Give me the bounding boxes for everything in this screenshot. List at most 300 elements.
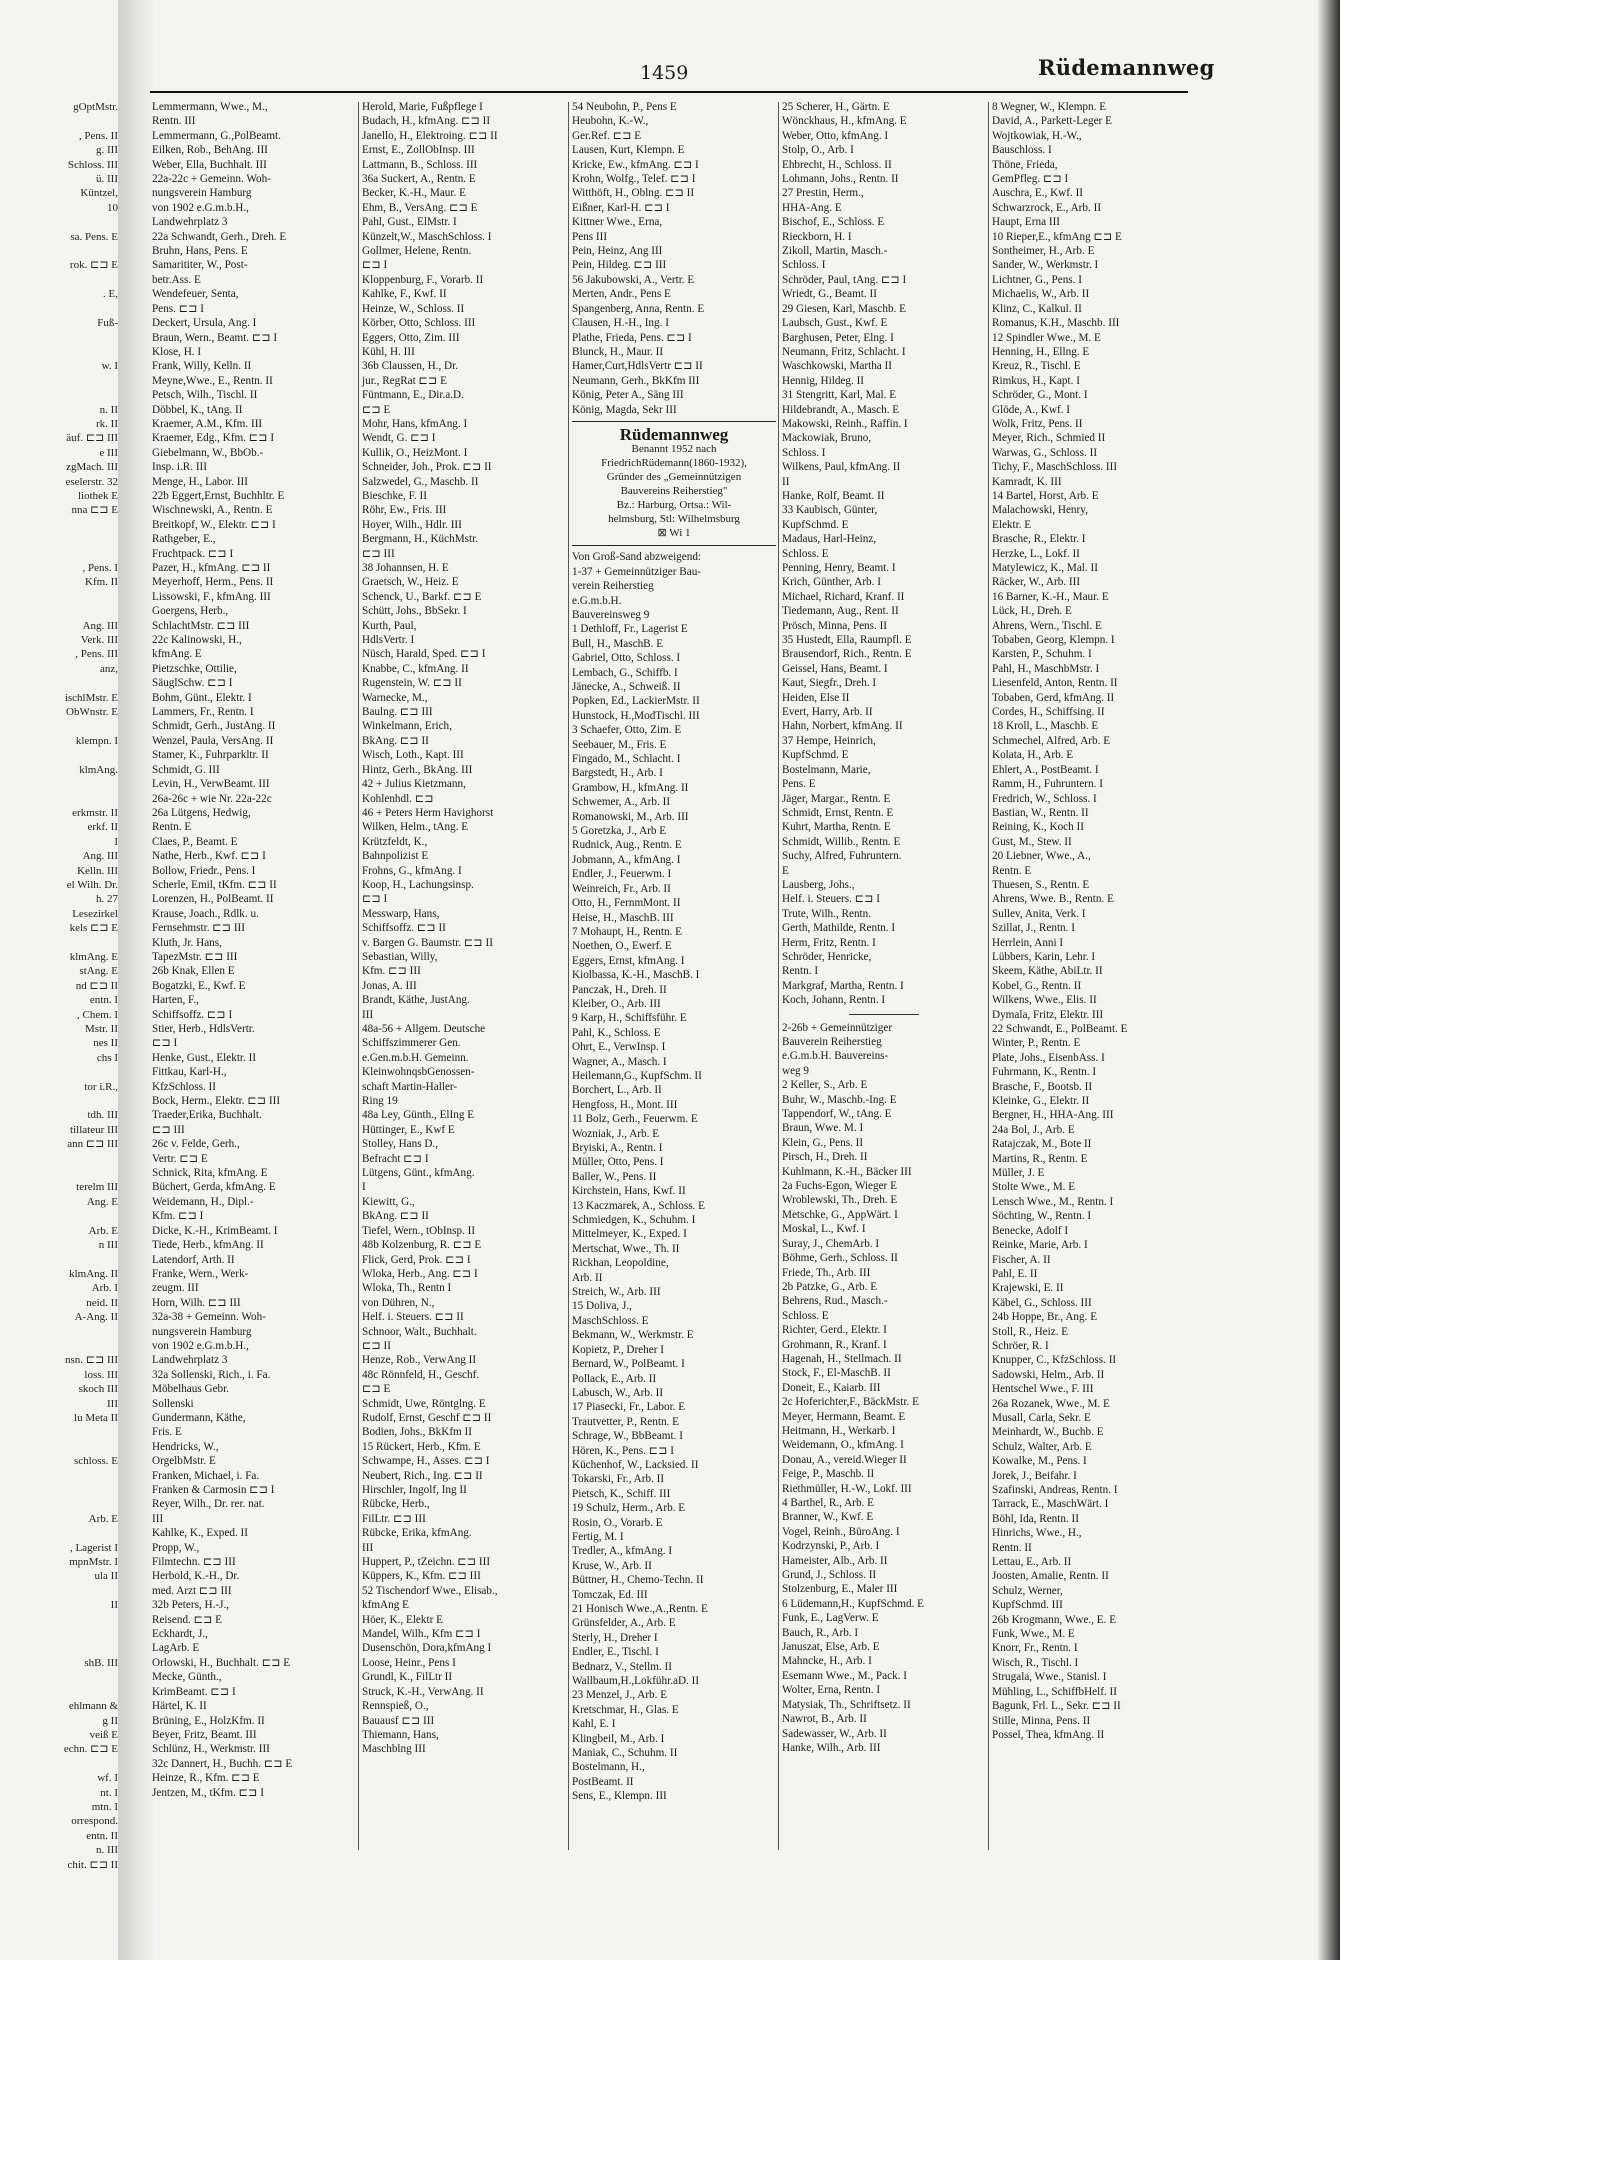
directory-entry-line: Bull, H., MaschB. E (572, 637, 664, 650)
left-fragment-line: mpnMstr. I (69, 1556, 118, 1569)
directory-entry-line: Wolter, Erna, Rentn. I (782, 1684, 881, 1697)
directory-entry-line: Tomczak, Ed. III (572, 1588, 648, 1601)
left-fragment-line: g II (102, 1714, 118, 1727)
directory-entry-line: Lissowski, F., kfmAng. III (152, 590, 271, 603)
directory-entry-line: Vogel, Reinh., BüroAng. I (782, 1525, 900, 1538)
directory-entry-line: Winkelmann, Erich, (362, 720, 452, 733)
directory-entry-line: Meyer, Hermann, Beamt. E (782, 1410, 906, 1423)
directory-entry-line: Jentzen, M., tKfm. ⊏⊐ I (152, 1786, 264, 1799)
directory-entry-line: Sadowski, Helm., Arb. II (992, 1368, 1105, 1381)
directory-entry-line: Haupt, Erna III (992, 216, 1061, 229)
directory-entry-line: Ger.Ref. ⊏⊐ E (572, 129, 642, 142)
street-description-line: Gründer des „Gemeinnützigen (606, 471, 742, 484)
left-fragment-line: tdh. III (87, 1109, 118, 1122)
directory-entry-line: 2 Keller, S., Arb. E (782, 1079, 868, 1092)
directory-entry-line: Kraemer, Edg., Kfm. ⊏⊐ I (152, 432, 275, 445)
directory-entry-line: Bargstedt, H., Arb. I (572, 767, 663, 780)
directory-entry-line: Pahl, H., MaschbMstr. I (992, 662, 1100, 675)
directory-entry-line: Krohn, Wolfg., Telef. ⊏⊐ I (572, 173, 696, 186)
directory-entry-line: Knabbe, C., kfmAng. II (362, 662, 469, 675)
left-fragment-line: 10 (107, 201, 118, 214)
directory-entry-line: Ramm, H., Fuhruntern. I (992, 778, 1103, 791)
left-fragment-line: klmAng. E (69, 950, 118, 963)
directory-entry-line: Stolte Wwe., M. E (992, 1181, 1076, 1194)
directory-entry-line: Grundl, K., FilLtr II (362, 1671, 453, 1684)
directory-entry-line: Döbbel, K., tAng. II (152, 403, 243, 416)
directory-entry-line: Wendt, G. ⊏⊐ I (362, 432, 436, 445)
directory-entry-line: Wendefeuer, Senta, (152, 288, 239, 301)
directory-entry-line: Tiede, Herb., kfmAng. II (152, 1239, 264, 1252)
directory-entry-line: Grambow, H., kfmAng. II (572, 781, 689, 794)
left-fragment-line: ann ⊏⊐ III (67, 1138, 118, 1151)
directory-entry-line: Budach, H., kfmAng. ⊏⊐ II (362, 115, 491, 128)
directory-entry-line: Reyer, Wilh., Dr. rer. nat. (152, 1498, 265, 1511)
directory-entry-line: Trautvetter, P., Rentn. E (572, 1415, 679, 1428)
directory-entry-line: Markgraf, Martha, Rentn. I (782, 979, 904, 992)
directory-entry-line: 48a-56 + Allgem. Deutsche (362, 1023, 486, 1035)
directory-entry-line: Wriedt, G., Beamt. II (782, 288, 877, 301)
directory-entry-line: Joosten, Amalie, Rentn. II (992, 1570, 1109, 1583)
left-fragment-line (0, 590, 118, 604)
directory-entry-line: 12 Spindler Wwe., M. E (992, 331, 1101, 344)
directory-column-1 (152, 100, 356, 1860)
left-fragment-line: eselerstr. 32 (65, 475, 118, 488)
left-fragment-line: e III (99, 446, 118, 459)
directory-entry-line: Schulz, Werner, (992, 1584, 1063, 1597)
directory-entry-line: Plathe, Frieda, Pens. ⊏⊐ I (572, 331, 692, 344)
left-fragment-line: , Pens. III (75, 648, 118, 661)
directory-entry-line: Winter, P., Rentn. E (992, 1037, 1081, 1050)
directory-entry-line: Kobel, G., Rentn. II (992, 979, 1082, 992)
left-fragment-line: III (107, 1397, 118, 1410)
directory-entry-line: 22a Schwandt, Gerh., Dreh. E (152, 230, 287, 243)
directory-entry-line: Heinze, W., Schloss. II (362, 302, 465, 315)
directory-entry-line: Rickhan, Leopoldine, (572, 1257, 669, 1270)
left-fragment-line (0, 792, 118, 806)
directory-entry-line: Claes, P., Beamt. E (152, 835, 238, 848)
directory-entry-line: Strugala, Wwe., Stanisl. I (992, 1671, 1107, 1684)
left-fragment-line: terelm III (76, 1181, 118, 1194)
directory-entry-line: 22 Schwandt, E., PolBeamt. E (992, 1023, 1128, 1035)
directory-entry-line: Laubsch, Gust., Kwf. E (782, 317, 888, 330)
directory-entry-line: Bodien, Johs., BkKfm II (362, 1426, 473, 1439)
directory-entry-line: Rugenstein, W. ⊏⊐ II (362, 677, 462, 690)
directory-entry-line: KupfSchmd. E (782, 749, 849, 762)
directory-entry-line: Körber, Otto, Schloss. III (362, 317, 476, 330)
directory-entry-line: Ahrens, Wern., Tischl. E (992, 619, 1102, 632)
directory-entry-line: Funk, Wwe., M. E (992, 1628, 1075, 1641)
directory-entry-line: Rentn. II (992, 1541, 1032, 1554)
directory-entry-line: Szillat, J., Rentn. I (992, 922, 1075, 935)
left-fragment-line (0, 1065, 118, 1079)
directory-entry-line: Noethen, O., Ewerf. E (572, 940, 672, 953)
directory-entry-line: Spangenberg, Anna, Rentn. E (572, 302, 705, 315)
left-fragment-line (0, 1425, 118, 1439)
directory-entry-line: 10 Rieper,E., kfmAng ⊏⊐ E (992, 230, 1122, 243)
directory-entry-line: Wenzel, Paula, VersAng. II (152, 734, 274, 747)
directory-entry-line: 1 Dethloff, Fr., Lagerist E (572, 623, 688, 636)
directory-entry-line: SäuglSchw. ⊏⊐ I (152, 677, 233, 690)
directory-entry-line: David, A., Parkett-Leger E (992, 115, 1112, 128)
directory-entry-line: Schnoor, Walt., Buchhalt. (362, 1325, 477, 1338)
left-fragment-line: loss. III (84, 1368, 118, 1381)
directory-entry-line: von Dühren, N., (362, 1296, 435, 1309)
street-description-line: ⊠ Wi 1 (657, 527, 691, 540)
directory-entry-line: Kowalke, M., Pens. I (992, 1455, 1087, 1468)
page-number: 1459 (640, 62, 689, 84)
left-fragment-line: nna ⊏⊐ E (71, 504, 118, 517)
directory-entry-line: betr.Ass. E (152, 273, 201, 286)
directory-entry-line: Pirsch, H., Dreh. II (782, 1151, 868, 1164)
left-fragment-line: Ang. III (82, 619, 118, 632)
street-description-line: helmsburg, Stl: Wilhelmsburg (608, 513, 740, 526)
directory-entry-line: Suchy, Alfred, Fuhruntern. (782, 850, 902, 863)
left-fragment-line: h. 27 (96, 893, 118, 906)
directory-entry-line: BkAng. ⊏⊐ II (362, 734, 429, 747)
directory-entry-line: Kleinke, G., Elektr. II (992, 1095, 1090, 1108)
directory-entry-line: Pazer, H., kfmAng. ⊏⊐ II (152, 562, 271, 574)
directory-entry-line: Riethmüller, H.-W., Lokf. III (782, 1482, 912, 1495)
directory-entry-line: Franke, Wern., Werk- (152, 1267, 249, 1280)
directory-entry-line: Propp, W., (152, 1541, 200, 1554)
directory-entry-line: Schwampe, H., Asses. ⊏⊐ I (362, 1455, 490, 1468)
directory-entry-line: HdlsVertr. I (362, 634, 415, 647)
directory-entry-line: Kirchstein, Hans, Kwf. II (572, 1185, 686, 1198)
directory-entry-line: KfzSchloss. II (152, 1080, 217, 1093)
directory-entry-line: Kiewitt, G., (362, 1195, 415, 1208)
directory-entry-line: 19 Schulz, Herm., Arb. E (572, 1502, 686, 1515)
directory-entry-line: Lübbers, Karin, Lehr. I (992, 950, 1096, 963)
directory-entry-line: Hamer,Curt,HdlsVertr ⊏⊐ II (572, 360, 703, 373)
directory-entry-line: BkAng. ⊏⊐ II (362, 1210, 429, 1223)
directory-entry-line: Bollow, Friedr., Pens. I (152, 864, 256, 877)
directory-entry-line: 26a-26c + wie Nr. 22a-22c (152, 792, 272, 805)
left-fragment-line: ehlmann & (68, 1700, 118, 1713)
directory-entry-line: Gollmer, Helene, Rentn. (362, 245, 472, 258)
directory-entry-line: Eißner, Karl-H. ⊏⊐ I (572, 201, 670, 214)
directory-entry-line: Stoll, R., Heiz. E (992, 1325, 1069, 1338)
directory-entry-line: Clausen, H.-H., Ing. I (572, 317, 669, 330)
left-fragment-line: n. III (96, 1844, 118, 1857)
directory-entry-line: Schröder, Paul, tAng. ⊏⊐ I (782, 273, 907, 286)
directory-entry-line: Bohm, Günt., Elektr. I (152, 691, 252, 704)
left-fragment-line (0, 1339, 118, 1353)
directory-entry-line: Fernsehmstr. ⊏⊐ III (152, 922, 246, 935)
left-fragment-line: Schloss. III (67, 158, 118, 171)
directory-entry-line: Brasche, R., Elektr. I (992, 533, 1086, 546)
directory-entry-line: Franken, Michael, i. Fa. (152, 1469, 260, 1482)
directory-entry-line: Skeem, Käthe, AbiLtr. II (992, 965, 1103, 978)
directory-entry-line: Schütt, Johs., BbSekr. I (362, 605, 467, 618)
directory-entry-line: Reining, K., Koch II (992, 821, 1084, 834)
directory-entry-line: ⊏⊐ II (362, 1339, 391, 1352)
street-heading-box (572, 421, 776, 546)
left-fragment-line: klmAng. (79, 763, 118, 776)
directory-entry-line: Büchert, Gerda, kfmAng. E (152, 1181, 276, 1194)
directory-entry-line: OrgelbMstr. E (152, 1455, 216, 1468)
directory-entry-line: Thuesen, S., Rentn. E (992, 878, 1090, 891)
directory-entry-line: Rentn. E (152, 821, 192, 834)
directory-entry-line: Kreuz, R., Tischl. E (992, 360, 1081, 373)
directory-entry-line: jur., RegRat ⊏⊐ E (362, 374, 447, 387)
directory-entry-line: Stock, F., El-MaschB. II (782, 1367, 891, 1380)
directory-entry-line: Reinke, Marie, Arb. I (992, 1239, 1088, 1252)
directory-entry-line: Graetsch, W., Heiz. E (362, 576, 459, 589)
directory-entry-line: ⊏⊐ I (152, 1037, 178, 1050)
left-fragment-line: shB. III (84, 1656, 118, 1669)
directory-entry-line: Mühling, L., SchiffbHelf. II (992, 1685, 1118, 1698)
directory-entry-line: Schloss. E (782, 547, 829, 560)
left-fragment-line: sa. Pens. E (70, 230, 118, 243)
left-fragment-line: echn. ⊏⊐ E (63, 1743, 118, 1756)
directory-entry-line: Wisch, R., Tischl. I (992, 1656, 1079, 1669)
directory-entry-line: Scherle, Emil, tKfm. ⊏⊐ II (152, 878, 277, 891)
directory-entry-line: Orlowski, H., Buchhalt. ⊏⊐ E (152, 1656, 291, 1669)
directory-entry-line: ⊏⊐ I (362, 893, 388, 906)
directory-entry-line: Kahlke, F., Kwf. II (362, 288, 447, 301)
left-fragment-line: , Pens. I (82, 562, 118, 574)
directory-entry-line: Wagner, A., Masch. I (572, 1055, 667, 1068)
directory-entry-line: Eilken, Rob., BehAng. III (152, 144, 268, 157)
directory-entry-line: Samarititer, W., Post- (152, 259, 248, 272)
directory-entry-line: Gerth, Mathilde, Rentn. I (782, 922, 896, 935)
left-fragment-line: Ang. III (82, 850, 118, 863)
directory-entry-line: Wilken, Helm., tAng. E (362, 821, 469, 834)
directory-entry-line: Krich, Günther, Arb. I (782, 576, 881, 589)
left-fragment-line: , Chem. I (77, 1008, 118, 1021)
directory-entry-line: Pens III (572, 230, 608, 243)
directory-entry-line: nungsverein Hamburg (152, 1325, 252, 1338)
directory-entry-line: Tiefel, Wern., tObInsp. II (362, 1224, 476, 1237)
directory-entry-line: Nawrot, B., Arb. II (782, 1713, 867, 1726)
left-fragment-line (0, 1325, 118, 1339)
directory-entry-line: Künzelt,W., MaschSchloss. I (362, 230, 492, 243)
directory-entry-line: Heilemann,G., KupfSchm. II (572, 1069, 702, 1082)
directory-entry-line: Geissel, Hans, Beamt. I (782, 662, 888, 675)
directory-entry-line: Merten, Andr., Pens E (572, 288, 671, 301)
directory-entry-line: Popken, Ed., LackierMstr. II (572, 695, 700, 708)
directory-entry-line: Rennspieß, O., (362, 1700, 429, 1713)
directory-entry-line: kfmAng. E (152, 648, 202, 661)
directory-entry-line: Hintz, Gerh., BkAng. III (362, 763, 473, 776)
left-fragment-line (0, 1685, 118, 1699)
directory-entry-line: Küppers, K., Kfm. ⊏⊐ III (362, 1570, 481, 1583)
left-fragment-line: , Pens. II (78, 129, 118, 142)
left-fragment-line: nt. I (100, 1786, 118, 1799)
left-fragment-line: anz, (99, 662, 118, 675)
directory-entry-line: Fertig, M. I (572, 1530, 624, 1543)
directory-entry-line: Schiffszimmerer Gen. (362, 1037, 461, 1050)
directory-entry-line: Bastian, W., Rentn. II (992, 806, 1089, 819)
directory-entry-line: Pens. ⊏⊐ I (152, 302, 204, 315)
directory-entry-line: Wloka, Herb., Ang. ⊏⊐ I (362, 1267, 478, 1280)
left-fragment-line: rk. II (96, 417, 118, 430)
directory-entry-line: Wroblewski, Th., Dreh. E (782, 1194, 898, 1207)
left-fragment-line: liothek E (77, 489, 118, 502)
directory-entry-line: 26a Rozanek, Wwe., M. E (992, 1397, 1110, 1410)
directory-entry-line: Knupper, C., KfzSchloss. II (992, 1354, 1117, 1367)
directory-entry-line: Ring 19 (362, 1095, 398, 1108)
directory-entry-line: Arb. II (572, 1271, 603, 1284)
directory-entry-line: 35 Hustedt, Ella, Raumpfl. E (782, 634, 912, 647)
directory-entry-line: Herm, Fritz, Rentn. I (782, 936, 876, 949)
directory-entry-line: Fris. E (152, 1426, 182, 1439)
left-fragment-line: Fuß- (97, 317, 118, 330)
directory-entry-line: Sens, E., Klempn. III (572, 1790, 667, 1803)
directory-entry-line: Schiffsoffz. ⊏⊐ I (152, 1008, 233, 1021)
left-fragment-line: n. II (99, 403, 118, 416)
left-fragment-line: neid. II (86, 1296, 118, 1309)
directory-entry-line: Rentn. E (992, 864, 1032, 877)
directory-entry-line: Frank, Willy, Kelln. II (152, 360, 252, 373)
directory-entry-line: Meyerhoff, Herm., Pens. II (152, 576, 274, 589)
left-fragment-line (0, 1641, 118, 1655)
directory-entry-line: Karsten, P., Schuhm. I (992, 648, 1092, 661)
left-fragment-line: tillateur III (70, 1123, 118, 1136)
directory-entry-line: Fittkau, Karl-H., (152, 1066, 227, 1079)
directory-entry-line: Blunck, H., Maur. II (572, 345, 664, 358)
directory-entry-line: Stamer, K., Fuhrparkltr. II (152, 749, 269, 762)
directory-entry-line: Kodrzynski, P., Arb. I (782, 1540, 880, 1553)
left-fragment-line: zgMach. III (66, 461, 118, 474)
directory-entry-line: Stolzenburg, E., Maler III (782, 1583, 898, 1596)
directory-entry-line: Makowski, Reinh., Raffin. I (782, 417, 908, 430)
directory-entry-line: Schnick, Rita, kfmAng. E (152, 1167, 268, 1180)
directory-entry-line: 37 Hempe, Heinrich, (782, 734, 876, 747)
directory-entry-line: Sadewasser, W., Arb. II (782, 1727, 887, 1740)
left-fragment-line (0, 331, 118, 345)
directory-entry-line: Romanowski, M., Arb. III (572, 810, 689, 823)
directory-entry-line: Breitkopf, W., Elektr. ⊏⊐ I (152, 518, 276, 531)
directory-entry-line: Schlünz, H., Werkmstr. III (152, 1743, 270, 1756)
directory-entry-line: Kühl, H. III (362, 345, 415, 358)
directory-entry-line: 32c Dannert, H., Buchh. ⊏⊐ E (152, 1757, 293, 1770)
directory-entry-line: Kfm. ⊏⊐ I (152, 1210, 204, 1223)
left-fragment-line (0, 374, 118, 388)
left-fragment-line: Lesezirkel (72, 907, 118, 920)
directory-entry-line: Von Groß-Sand abzweigend: (572, 551, 702, 564)
directory-entry-line: Deckert, Ursula, Ang. I (152, 317, 257, 330)
directory-entry-line: Koop, H., Lachungsinsp. (362, 878, 474, 891)
directory-entry-line: zeugm. III (152, 1282, 199, 1295)
directory-entry-line: Hameister, Alb., Arb. II (782, 1554, 888, 1567)
directory-entry-line: Franken & Carmosin ⊏⊐ I (152, 1484, 275, 1496)
left-fragment-line: nd ⊏⊐ II (75, 979, 118, 992)
left-fragment-line (0, 1209, 118, 1223)
directory-entry-line: Hanke, Rolf, Beamt. II (782, 489, 885, 502)
directory-column-5 (992, 100, 1192, 1860)
directory-entry-line: Stier, Herb., HdlsVertr. (152, 1023, 255, 1035)
directory-entry-line: Schmidt, Willib., Rentn. E (782, 835, 901, 848)
directory-entry-line: 42 + Julius Kietzmann, (362, 778, 466, 791)
directory-entry-line: Schmidt, G. III (152, 763, 220, 776)
directory-entry-line: KupfSchmd. III (992, 1599, 1063, 1612)
left-fragment-line (0, 1613, 118, 1627)
directory-entry-line: Ernst, E., ZollObInsp. III (362, 144, 475, 157)
directory-entry-line: TapezMstr. ⊏⊐ III (152, 950, 238, 963)
directory-entry-line: 24a Bol, J., Arb. E (992, 1123, 1075, 1136)
directory-entry-line: Bischof, E., Schloss. E (782, 216, 885, 229)
directory-entry-line: Sterly, H., Dreher I (572, 1631, 658, 1644)
directory-entry-line: Stolp, O., Arb. I (782, 144, 854, 157)
directory-entry-line: Mohr, Hans, kfmAng. I (362, 417, 468, 430)
directory-entry-line: Bogatzki, E., Kwf. E (152, 979, 246, 992)
left-fragment-line: erkmstr. II (72, 806, 118, 819)
directory-entry-line: Pietzschke, Ottilie, (152, 662, 237, 675)
directory-entry-line: e.G.m.b.H. (572, 594, 622, 607)
directory-entry-line: Thöne, Frieda, (992, 158, 1058, 171)
directory-entry-line: Klein, G., Pens. II (782, 1136, 864, 1149)
directory-entry-line: Küchenhof, W., Lacksied. II (572, 1458, 699, 1471)
directory-entry-line: Weber, Otto, kfmAng. I (782, 129, 889, 142)
column-divider (358, 102, 359, 1850)
directory-entry-line: Wönckhaus, H., kfmAng. E (782, 115, 907, 128)
directory-entry-line: Friede, Th., Arb. III (782, 1266, 871, 1279)
left-fragment-line (0, 1094, 118, 1108)
directory-entry-line: Evert, Harry, Arb. II (782, 706, 873, 719)
directory-entry-line: Sollenski (152, 1397, 194, 1410)
directory-entry-line: Schmidt, Gerh., JustAng. II (152, 720, 276, 733)
directory-entry-line: Gundermann, Käthe, (152, 1411, 246, 1424)
left-fragment-line: äuf. ⊏⊐ III (66, 432, 118, 445)
left-fragment-line: nsn. ⊏⊐ III (65, 1354, 118, 1367)
directory-entry-line: Weinreich, Fr., Arb. II (572, 882, 671, 895)
directory-entry-line: Jobmann, A., kfmAng. I (572, 853, 681, 866)
directory-entry-line: Kopietz, P., Dreher I (572, 1343, 664, 1356)
directory-entry-line: Kurth, Paul, (362, 619, 417, 632)
directory-entry-line: Bednarz, V., Stellm. II (572, 1660, 672, 1673)
directory-entry-line: Landwehrplatz 3 (152, 1354, 228, 1367)
directory-entry-line: FilLtr. ⊏⊐ III (362, 1512, 426, 1525)
directory-entry-line: KrimBeamt. ⊏⊐ I (152, 1685, 236, 1698)
directory-entry-line: Penning, Henry, Beamt. I (782, 562, 896, 574)
directory-entry-line: Wilkens, Paul, kfmAng. II (782, 461, 901, 474)
directory-entry-line: Borchert, L., Arb. II (572, 1084, 662, 1097)
left-page-fragment (0, 100, 118, 1871)
left-fragment-line: kels ⊏⊐ E (69, 922, 118, 935)
directory-entry-line: Michael, Richard, Kranf. II (782, 590, 905, 603)
directory-entry-line: 15 Rückert, Herb., Kfm. E (362, 1440, 481, 1453)
directory-entry-line: 48c Rönnfeld, H., Geschf. (362, 1368, 480, 1381)
directory-entry-line: med. Arzt ⊏⊐ III (152, 1584, 232, 1597)
directory-entry-line: 13 Kaczmarek, A., Schloss. E (572, 1199, 705, 1212)
directory-entry-line: Rimkus, H., Kapt. I (992, 374, 1080, 387)
directory-entry-line: 9 Karp, H., Schiffsführ. E (572, 1012, 687, 1025)
left-fragment-line: nes II (93, 1037, 118, 1050)
directory-entry-line: Ehbrecht, H., Schloss. II (782, 158, 892, 171)
directory-entry-line: e.Gen.m.b.H. Gemeinn. (362, 1051, 469, 1064)
directory-entry-line: Seebauer, M., Fris. E (572, 738, 667, 751)
directory-entry-line: Sebastian, Willy, (362, 950, 438, 963)
left-fragment-line: g. III (96, 144, 118, 157)
directory-entry-line: 4 Barthel, R., Arb. E (782, 1497, 874, 1509)
directory-entry-line: Harten, F., (152, 994, 199, 1007)
directory-entry-line: Wisch, Loth., Kapt. III (362, 749, 464, 762)
directory-entry-line: Romanus, K.H., Maschb. III (992, 317, 1120, 330)
directory-entry-line: Janello, H., Elektroing. ⊏⊐ II (362, 129, 498, 142)
directory-entry-line: Böhme, Gerh., Schloss. II (782, 1252, 898, 1265)
directory-entry-line: Gust, M., Stew. II (992, 835, 1072, 848)
directory-entry-line: Lück, H., Dreh. E (992, 605, 1072, 618)
directory-entry-line: Fuhrmann, K., Rentn. I (992, 1066, 1097, 1079)
directory-entry-line: II (782, 475, 790, 488)
directory-entry-line: kfmAng E (362, 1599, 409, 1612)
directory-entry-line: Schenck, U., Barkf. ⊏⊐ E (362, 590, 482, 603)
directory-entry-line: 1-37 + Gemeinnütziger Bau- (572, 565, 702, 578)
directory-entry-line: Lohmann, Johs., Rentn. II (782, 173, 899, 186)
directory-entry-line: Weidemann, O., kfmAng. I (782, 1439, 904, 1452)
directory-entry-line: Prösch, Minna, Pens. II (782, 619, 888, 632)
